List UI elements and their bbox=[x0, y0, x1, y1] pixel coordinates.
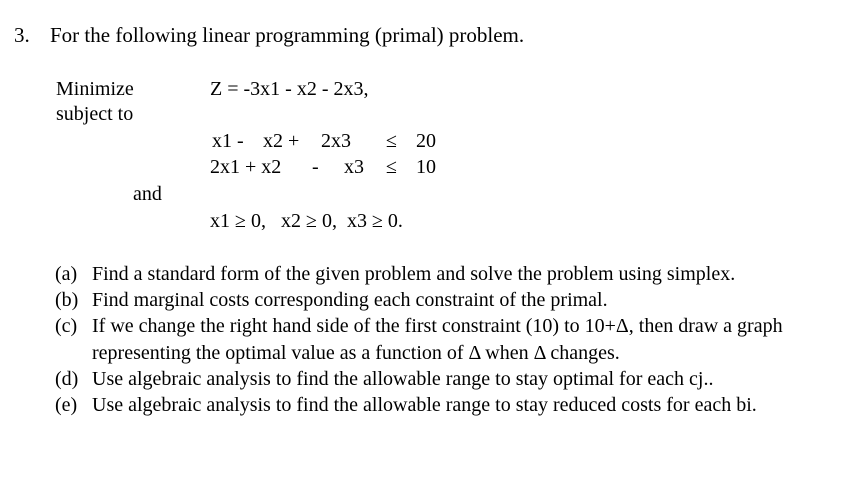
constraint-1-term-1: x1 - bbox=[212, 130, 244, 152]
objective-function: Z = -3x1 - x2 - 2x3, bbox=[210, 78, 369, 100]
constraint-2-relation: ≤ bbox=[386, 156, 397, 178]
part-text: Use algebraic analysis to find the allowable range to stay optimal for each cj.. bbox=[92, 367, 714, 390]
constraint-1-rhs: 20 bbox=[416, 130, 436, 152]
part-label: (e) bbox=[55, 394, 78, 417]
part-label: (a) bbox=[55, 263, 78, 285]
constraint-1-relation: ≤ bbox=[386, 130, 397, 152]
subject-to-label: subject to bbox=[56, 103, 134, 125]
constraint-2-term-3: x3 bbox=[344, 156, 364, 178]
constraint-2-rhs: 10 bbox=[416, 156, 436, 178]
question-part-b bbox=[55, 287, 845, 313]
question-part-e bbox=[55, 392, 845, 418]
part-text: If we change the right hand side of the first constraint (10) to 10+Δ, then draw a graph representing the optimal value as a function of Δ when Δ changes. bbox=[92, 315, 783, 364]
nonnegativity-constraints: x1 ≥ 0, x2 ≥ 0, x3 ≥ 0. bbox=[210, 210, 403, 232]
part-label: (c) bbox=[55, 315, 78, 338]
question-part-d bbox=[55, 366, 845, 392]
part-text: Use algebraic analysis to find the allowable range to stay reduced costs for each bi. bbox=[92, 394, 757, 417]
constraint-2-term-1: 2x1 + x2 bbox=[210, 156, 282, 178]
question-part-a bbox=[55, 261, 845, 287]
minimize-label: Minimize bbox=[56, 78, 134, 100]
constraint-1-term-3: 2x3 bbox=[321, 130, 351, 152]
part-text: Find a standard form of the given problem and solve the problem using simplex. bbox=[92, 263, 736, 285]
part-text: Find marginal costs corresponding each constraint of the primal. bbox=[92, 289, 608, 312]
part-label: (b) bbox=[55, 289, 79, 312]
constraint-2-term-2: - bbox=[312, 156, 319, 178]
part-label: (d) bbox=[55, 367, 79, 390]
problem-intro: For the following linear programming (primal) problem. bbox=[50, 23, 525, 47]
constraint-1-term-2: x2 + bbox=[263, 130, 300, 152]
and-label: and bbox=[133, 183, 162, 205]
question-parts bbox=[55, 261, 845, 418]
problem-number: 3. bbox=[14, 23, 30, 47]
question-part-c bbox=[55, 313, 845, 365]
